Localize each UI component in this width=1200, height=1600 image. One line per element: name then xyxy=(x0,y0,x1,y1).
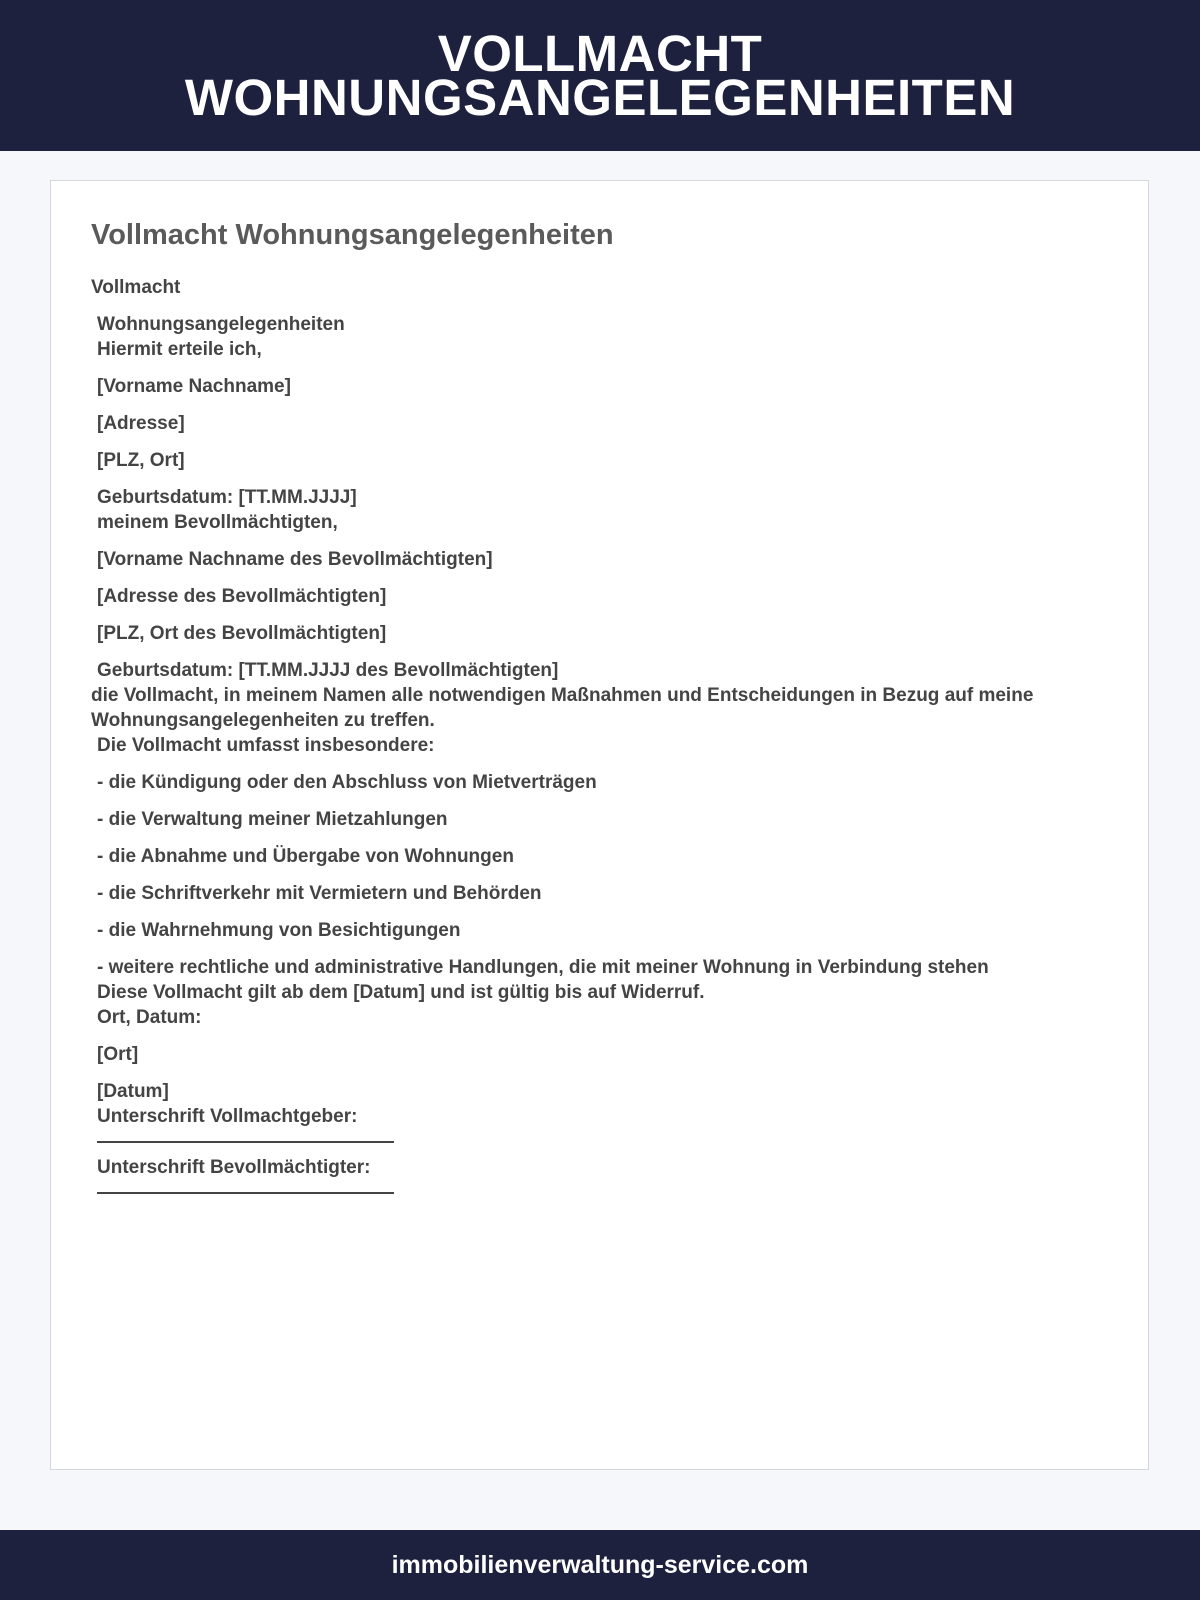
grantor-birthdate: Geburtsdatum: [TT.MM.JJJJ] xyxy=(97,487,357,508)
signature-agent-line xyxy=(97,1192,394,1194)
grantor-city: [PLZ, Ort] xyxy=(97,450,185,471)
scope-item: - die Abnahme und Übergabe von Wohnungen xyxy=(97,846,514,867)
signature-agent-label: Unterschrift Bevollmächtigter: xyxy=(97,1157,371,1178)
place-date-label: Ort, Datum: xyxy=(97,1007,202,1028)
intro-text: Hiermit erteile ich, xyxy=(97,339,262,360)
header-title-line-1: VOLLMACHT xyxy=(437,24,763,82)
scope-item: - die Kündigung oder den Abschluss von Mietverträgen xyxy=(97,772,597,793)
agent-birthdate: Geburtsdatum: [TT.MM.JJJJ des Bevollmächtigten] xyxy=(97,660,559,681)
document-card xyxy=(50,180,1149,1470)
grantor-name: [Vorname Nachname] xyxy=(97,376,291,397)
scope-item: - die Schriftverkehr mit Vermietern und Behörden xyxy=(97,883,542,904)
grantor-address: [Adresse] xyxy=(97,413,185,434)
scope-intro: Die Vollmacht umfasst insbesondere: xyxy=(97,735,435,756)
agent-address: [Adresse des Bevollmächtigten] xyxy=(97,586,387,607)
header-banner xyxy=(0,0,1200,151)
signature-grantor-label: Unterschrift Vollmachtgeber: xyxy=(97,1106,358,1127)
agent-name: [Vorname Nachname des Bevollmächtigten] xyxy=(97,549,493,570)
document-subject: Wohnungsangelegenheiten xyxy=(97,314,345,335)
place-field: [Ort] xyxy=(97,1044,139,1065)
footer-url: immobilienverwaltung-service.com xyxy=(391,1550,809,1579)
to-agent-text: meinem Bevollmächtigten, xyxy=(97,512,338,533)
validity-text: Diese Vollmacht gilt ab dem [Datum] und ist gültig bis auf Widerruf. xyxy=(97,982,705,1003)
agent-city: [PLZ, Ort des Bevollmächtigten] xyxy=(97,623,387,644)
footer-banner xyxy=(0,1530,1200,1600)
scope-item: - die Wahrnehmung von Besichtigungen xyxy=(97,920,461,941)
document-content xyxy=(91,217,1111,1206)
header-title-line-2: WOHNUNGSANGELEGENHEITEN xyxy=(184,68,1016,126)
scope-item: - weitere rechtliche und administrative Handlungen, die mit meiner Wohnung in Verbindung stehen xyxy=(97,957,989,978)
signature-grantor-line xyxy=(97,1141,394,1143)
document-label: Vollmacht xyxy=(91,277,181,298)
document-title: Vollmacht Wohnungsangelegenheiten xyxy=(91,219,614,251)
grant-text: die Vollmacht, in meinem Namen alle notwendigen Maßnahmen und Entscheidungen in Bezug auf meine Wohnungsangelegenheiten zu treffen. xyxy=(91,685,1034,731)
date-field: [Datum] xyxy=(97,1081,169,1102)
scope-item: - die Verwaltung meiner Mietzahlungen xyxy=(97,809,448,830)
